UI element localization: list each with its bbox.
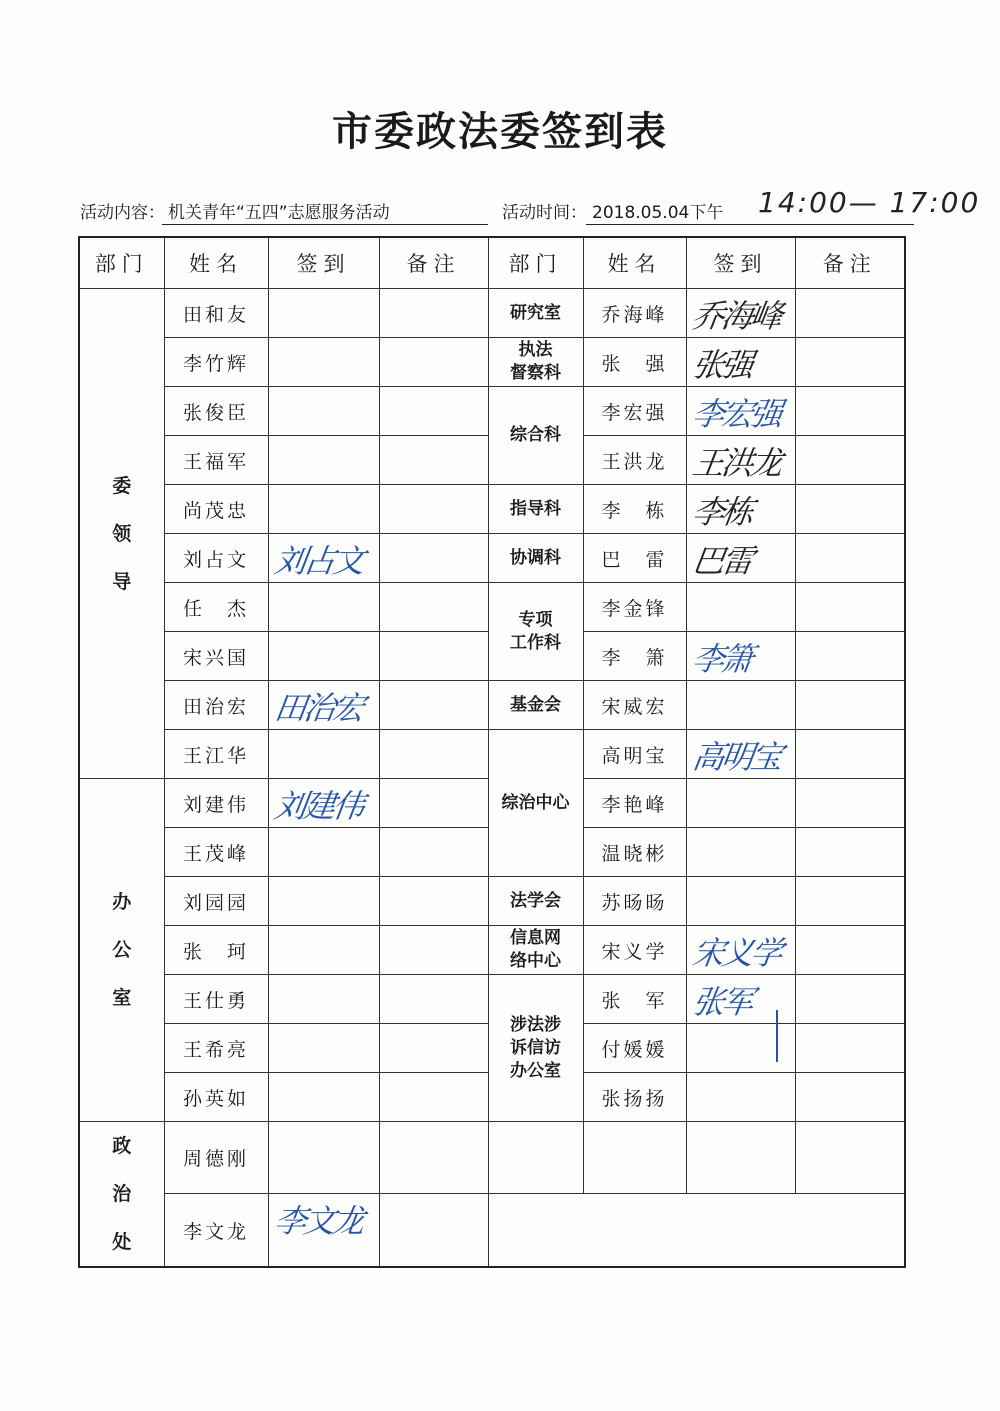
handwritten-signature: 李箫 [689, 640, 753, 678]
right-note-cell[interactable] [795, 1024, 905, 1073]
left-dept-cell [79, 1122, 164, 1268]
left-name-cell: 李文龙 [164, 1194, 268, 1267]
left-note-cell[interactable] [379, 681, 488, 730]
left-name-cell: 王茂峰 [164, 828, 268, 877]
handwritten-signature: 李文龙 [271, 1202, 364, 1241]
left-dept-cell [79, 289, 164, 779]
right-signature-cell[interactable] [686, 1073, 795, 1122]
right-note-cell[interactable] [795, 338, 905, 387]
right-signature-cell[interactable] [686, 975, 795, 1024]
left-signature-cell[interactable] [268, 436, 379, 485]
table-row [79, 1194, 905, 1267]
left-name-cell: 王希亮 [164, 1024, 268, 1073]
activity-time-handwritten: 14:00— 17:00 [758, 186, 981, 219]
right-name-cell: 高明宝 [583, 730, 686, 779]
table-row [79, 681, 905, 730]
left-name-cell: 张 珂 [164, 926, 268, 975]
right-signature-cell[interactable] [686, 1122, 795, 1194]
left-note-cell[interactable] [379, 828, 488, 877]
left-note-cell[interactable] [379, 1073, 488, 1122]
signature-ink-stroke [776, 1010, 778, 1062]
right-dept-cell [488, 1122, 583, 1194]
left-name-cell: 宋兴国 [164, 632, 268, 681]
right-signature-cell[interactable] [686, 338, 795, 387]
activity-time-label: 活动时间： [502, 203, 587, 223]
dept-label: 研究室 [510, 302, 561, 323]
table-row [79, 877, 905, 926]
right-note-cell[interactable] [795, 730, 905, 779]
dept-label: 指导科 [510, 498, 561, 519]
left-note-cell[interactable] [379, 926, 488, 975]
left-signature-cell[interactable] [268, 583, 379, 632]
right-note-cell[interactable] [795, 534, 905, 583]
right-note-cell[interactable] [795, 289, 905, 338]
activity-content-label: 活动内容： [80, 203, 165, 223]
dept-label: 协调科 [510, 547, 561, 568]
right-signature-cell[interactable] [686, 828, 795, 877]
activity-time-underline [586, 224, 914, 225]
handwritten-signature: 巴雷 [689, 542, 753, 580]
left-signature-cell[interactable] [268, 828, 379, 877]
right-name-cell: 张 强 [583, 338, 686, 387]
header-note-right: 备注 [795, 237, 905, 289]
left-note-cell[interactable] [379, 632, 488, 681]
dept-label: 基金会 [510, 694, 561, 715]
right-note-cell[interactable] [795, 926, 905, 975]
left-note-cell[interactable] [379, 289, 488, 338]
right-dept-cell [488, 338, 583, 387]
left-note-cell[interactable] [379, 1024, 488, 1073]
right-dept-cell [488, 926, 583, 975]
dept-label: 政 治 处 [112, 1135, 132, 1253]
right-signature-cell[interactable] [686, 534, 795, 583]
activity-time-value: 2018.05.04下午 [592, 203, 724, 223]
header-sign-right: 签到 [686, 237, 795, 289]
right-name-cell: 宋义学 [583, 926, 686, 975]
left-note-cell[interactable] [379, 338, 488, 387]
handwritten-signature: 李宏强 [689, 395, 782, 433]
right-name-cell: 李 栋 [583, 485, 686, 534]
left-signature-cell[interactable] [268, 681, 379, 730]
left-name-cell: 刘占文 [164, 534, 268, 583]
sign-in-table [78, 236, 906, 1268]
right-signature-cell[interactable] [686, 730, 795, 779]
right-dept-cell [488, 387, 583, 485]
left-name-cell: 王江华 [164, 730, 268, 779]
handwritten-signature: 王洪龙 [689, 444, 782, 482]
left-name-cell: 王福军 [164, 436, 268, 485]
header-sign-left: 签到 [268, 237, 379, 289]
right-dept-cell [488, 534, 583, 583]
left-name-cell: 田治宏 [164, 681, 268, 730]
left-signature-cell[interactable] [268, 779, 379, 828]
left-name-cell: 周德刚 [164, 1122, 268, 1194]
right-signature-cell[interactable] [686, 436, 795, 485]
table-row [79, 926, 905, 975]
table-row [79, 730, 905, 779]
table-row [79, 338, 905, 387]
page-title: 市委政法委签到表 [332, 109, 668, 155]
left-signature-cell[interactable] [268, 877, 379, 926]
left-signature-cell[interactable] [268, 975, 379, 1024]
right-note-cell[interactable] [795, 975, 905, 1024]
left-signature-cell[interactable] [268, 338, 379, 387]
left-name-cell: 尚茂忠 [164, 485, 268, 534]
left-name-cell: 刘建伟 [164, 779, 268, 828]
right-signature-cell[interactable] [686, 779, 795, 828]
right-note-cell[interactable] [795, 779, 905, 828]
right-signature-cell[interactable] [686, 387, 795, 436]
left-signature-cell[interactable] [268, 289, 379, 338]
left-note-cell[interactable] [379, 975, 488, 1024]
activity-content-value: 机关青年“五四”志愿服务活动 [168, 203, 390, 223]
left-signature-cell[interactable] [268, 1122, 379, 1194]
dept-label: 委 领 导 [112, 474, 132, 593]
right-signature-cell[interactable] [686, 485, 795, 534]
dept-label: 专项 工作科 [510, 609, 561, 653]
dept-label: 涉法涉 诉信访 办公室 [510, 1014, 561, 1081]
left-signature-cell[interactable] [268, 387, 379, 436]
right-signature-cell[interactable] [686, 583, 795, 632]
right-signature-cell[interactable] [686, 681, 795, 730]
left-name-cell: 田和友 [164, 289, 268, 338]
right-dept-cell [488, 975, 583, 1122]
right-signature-cell[interactable] [686, 926, 795, 975]
right-name-cell: 宋威宏 [583, 681, 686, 730]
left-note-cell[interactable] [379, 1194, 488, 1267]
right-signature-cell[interactable] [686, 289, 795, 338]
right-note-cell[interactable] [795, 877, 905, 926]
table-row [79, 583, 905, 632]
left-signature-cell[interactable] [268, 1194, 379, 1267]
right-name-cell: 苏旸旸 [583, 877, 686, 926]
dept-label: 综治中心 [501, 792, 570, 813]
left-note-cell[interactable] [379, 730, 488, 779]
right-name-cell: 付媛媛 [583, 1024, 686, 1073]
activity-content-underline [162, 224, 488, 225]
left-signature-cell[interactable] [268, 1024, 379, 1073]
handwritten-signature: 张军 [689, 983, 753, 1021]
header-dept-right: 部门 [488, 237, 583, 289]
table-row [79, 387, 905, 436]
right-note-cell[interactable] [795, 681, 905, 730]
right-dept-cell [488, 289, 583, 338]
handwritten-signature: 李栋 [689, 493, 753, 531]
dept-label: 综合科 [510, 425, 561, 445]
left-name-cell: 任 杰 [164, 583, 268, 632]
table-row [79, 485, 905, 534]
header-name-right: 姓名 [583, 237, 686, 289]
handwritten-signature: 宋义学 [689, 934, 782, 972]
right-name-cell: 巴 雷 [583, 534, 686, 583]
right-dept-cell [488, 877, 583, 926]
right-note-cell[interactable] [795, 387, 905, 436]
header-dept-left: 部门 [79, 237, 164, 289]
right-dept-cell [488, 730, 583, 877]
left-signature-cell[interactable] [268, 534, 379, 583]
table-row [79, 289, 905, 338]
right-name-cell [583, 1122, 686, 1194]
left-name-cell: 张俊臣 [164, 387, 268, 436]
table-row [79, 1122, 905, 1194]
right-note-cell[interactable] [795, 632, 905, 681]
dept-label: 办 公 室 [112, 891, 132, 1009]
dept-label: 执法 督察科 [510, 340, 561, 383]
header-name-left: 姓名 [164, 237, 268, 289]
table-header-row [79, 237, 905, 289]
right-name-cell: 乔海峰 [583, 289, 686, 338]
left-name-cell: 孙英如 [164, 1073, 268, 1122]
table-row [79, 975, 905, 1024]
right-name-cell: 温晓彬 [583, 828, 686, 877]
handwritten-signature: 刘占文 [271, 542, 364, 580]
right-dept-cell [488, 681, 583, 730]
left-note-cell[interactable] [379, 387, 488, 436]
right-dept-cell [488, 485, 583, 534]
right-signature-cell[interactable] [686, 877, 795, 926]
left-signature-cell[interactable] [268, 1073, 379, 1122]
right-name-cell: 张扬扬 [583, 1073, 686, 1122]
left-note-cell[interactable] [379, 877, 488, 926]
right-note-cell[interactable] [795, 1122, 905, 1194]
right-dept-cell [488, 583, 583, 681]
right-name-cell: 李艳峰 [583, 779, 686, 828]
right-name-cell: 李宏强 [583, 387, 686, 436]
left-note-cell[interactable] [379, 534, 488, 583]
right-note-cell[interactable] [795, 485, 905, 534]
handwritten-signature: 田治宏 [271, 689, 364, 727]
right-name-cell: 李 箫 [583, 632, 686, 681]
left-signature-cell[interactable] [268, 926, 379, 975]
left-note-cell[interactable] [379, 583, 488, 632]
left-signature-cell[interactable] [268, 730, 379, 779]
handwritten-signature: 张强 [689, 346, 753, 384]
dept-label: 信息网 络中心 [510, 928, 561, 971]
left-signature-cell[interactable] [268, 485, 379, 534]
handwritten-signature: 高明宝 [689, 738, 782, 776]
left-note-cell[interactable] [379, 1122, 488, 1194]
right-note-cell[interactable] [795, 583, 905, 632]
left-note-cell[interactable] [379, 485, 488, 534]
right-name-cell: 李金锋 [583, 583, 686, 632]
right-signature-cell[interactable] [686, 632, 795, 681]
left-name-cell: 刘园园 [164, 877, 268, 926]
right-name-cell: 张 军 [583, 975, 686, 1024]
left-note-cell[interactable] [379, 436, 488, 485]
right-note-cell[interactable] [795, 828, 905, 877]
handwritten-signature: 乔海峰 [689, 297, 782, 335]
handwritten-signature: 刘建伟 [271, 787, 364, 825]
right-name-cell: 王洪龙 [583, 436, 686, 485]
dept-label: 法学会 [510, 890, 561, 911]
left-name-cell: 王仕勇 [164, 975, 268, 1024]
right-signature-cell[interactable] [686, 1024, 795, 1073]
table-row [79, 534, 905, 583]
left-name-cell: 李竹辉 [164, 338, 268, 387]
right-note-cell[interactable] [795, 1073, 905, 1122]
left-signature-cell[interactable] [268, 632, 379, 681]
left-dept-cell [79, 779, 164, 1122]
left-note-cell[interactable] [379, 779, 488, 828]
header-note-left: 备注 [379, 237, 488, 289]
right-note-cell[interactable] [795, 436, 905, 485]
